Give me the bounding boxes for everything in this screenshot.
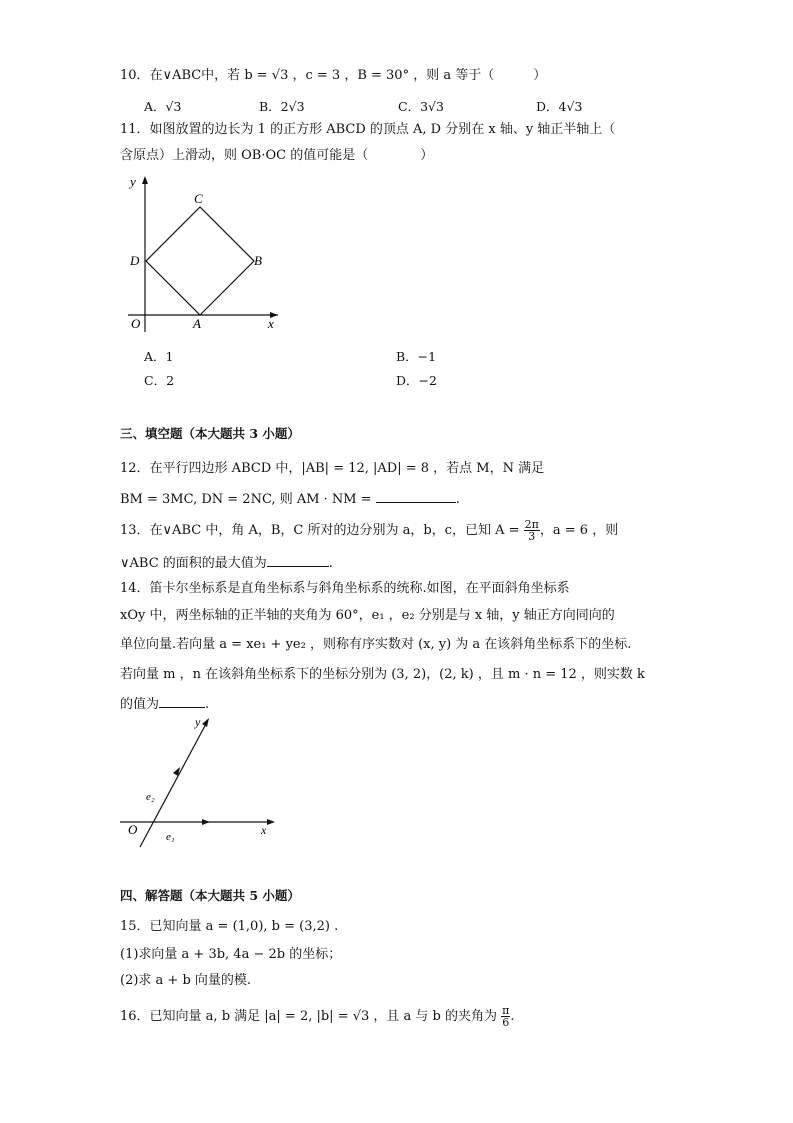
- y-axis-label: y: [130, 174, 136, 189]
- q13-line2: [120, 554, 333, 573]
- q13-line2-end: .: [328, 556, 333, 571]
- q16-angle-fraction: [501, 1005, 510, 1028]
- q11-option-a: A．1: [144, 349, 174, 364]
- q13-line1-a: 13．在∨ABC 中，角 A，B，C 所对的边分别为 a，b，c，已知 A =: [120, 523, 520, 538]
- q13-frac-num: 2π: [524, 518, 539, 531]
- q10-option-b: B．2√3: [259, 99, 305, 114]
- q15-part2: (2)求 a + b 向量的模.: [120, 973, 252, 988]
- q13-line1-b: ，a = 6 ，则: [539, 523, 619, 538]
- q12-line1: 12．在平行四边形 ABCD 中，|AB| = 12, |AD| = 8 ，若点 M，N 满足: [120, 461, 545, 476]
- q16-line1: [120, 1005, 515, 1028]
- q10-option-a: A．√3: [144, 99, 182, 114]
- e1-vector-arrow: [202, 819, 210, 825]
- q14-line1: 14．笛卡尔坐标系是直角坐标系与斜角坐标系的统称.如图，在平面斜角坐标系: [120, 581, 570, 596]
- vertex-a-label: A: [193, 316, 201, 331]
- e1-label: e₁: [166, 831, 175, 843]
- vertex-b-label: B: [254, 253, 262, 268]
- vertex-d-label: D: [130, 253, 140, 268]
- q12-line2: [120, 490, 460, 509]
- q11-option-b: B．−1: [396, 349, 437, 364]
- q16-frac-den: 6: [502, 1016, 510, 1029]
- section-3-heading: 三、填空题（本大题共 3 小题）: [120, 426, 300, 441]
- q14-line5-end: .: [205, 697, 210, 712]
- x-axis-label: x: [268, 316, 274, 331]
- q10-stem: 10．在∨ABC中，若 b = √3 ，c = 3 ，B = 30° ，则 a 等于（ ）: [120, 68, 547, 83]
- q11-line1: 11．如图放置的边长为 1 的正方形 ABCD 的顶点 A, D 分别在 x 轴、y 轴正半轴上（: [120, 122, 616, 137]
- q14-line5-text: 的值为: [120, 697, 160, 712]
- q13-line1: [120, 519, 618, 542]
- q13-answer-blank: [267, 554, 329, 567]
- q10-option-d: D．4√3: [536, 99, 583, 114]
- q13-line2-text: ∨ABC 的面积的最大值为: [120, 556, 267, 571]
- q11-option-c: C．2: [144, 373, 175, 388]
- q16-line1-end: .: [510, 1009, 515, 1024]
- oblique-y-axis-arrow: [202, 718, 209, 727]
- square-abcd: [146, 207, 254, 315]
- q12-line2-end: .: [455, 492, 460, 507]
- oblique-y-label: y: [195, 715, 201, 729]
- q14-answer-blank: [159, 695, 205, 708]
- q11-square-figure: [118, 172, 288, 334]
- q15-part1: (1)求向量 a + 3b, 4a − 2b 的坐标；: [120, 947, 342, 962]
- q13-frac-den: 3: [528, 530, 536, 543]
- q11-option-d: D．−2: [396, 373, 437, 388]
- q12-line2-text: BM = 3MC, DN = 2NC, 则 AM · NM =: [120, 492, 376, 507]
- y-axis-arrow: [142, 176, 148, 184]
- q14-line2: xOy 中，两坐标轴的正半轴的夹角为 60°，e₁ ，e₂ 分别是与 x 轴，y 轴正方向同向的: [120, 608, 615, 623]
- oblique-origin-label: O: [128, 822, 138, 837]
- q11-line2: 含原点）上滑动，则 OB·OC 的值可能是（ ）: [120, 148, 434, 163]
- q14-oblique-axes-figure: [118, 710, 288, 850]
- oblique-y-axis: [140, 722, 207, 847]
- oblique-x-label: x: [261, 823, 267, 837]
- q14-line4: 若向量 m ，n 在该斜角坐标系下的坐标分别为 (3, 2)，(2, k) ，且 m · n = 12 ，则实数 k: [120, 667, 645, 682]
- section-4-heading: 四、解答题（本大题共 5 小题）: [120, 888, 300, 903]
- q13-angle-fraction: [524, 519, 540, 542]
- q15-line1: 15．已知向量 a = (1,0), b = (3,2) .: [120, 919, 339, 934]
- oblique-x-axis-arrow: [267, 819, 275, 825]
- vertex-c-label: C: [194, 191, 203, 206]
- q16-frac-num: π: [502, 1004, 510, 1017]
- q14-line3: 单位向量.若向量 a = xe₁ + ye₂ ，则称有序实数对 (x, y) 为 a 在该斜角坐标系下的坐标.: [120, 637, 632, 652]
- origin-label: O: [131, 316, 141, 331]
- q16-line1-text: 16．已知向量 a, b 满足 |a| = 2, |b| = √3 ，且 a 与 b 的夹角为: [120, 1009, 498, 1024]
- q10-option-c: C．3√3: [398, 99, 444, 114]
- e2-label: e₂: [146, 791, 155, 803]
- q12-answer-blank: [376, 490, 456, 503]
